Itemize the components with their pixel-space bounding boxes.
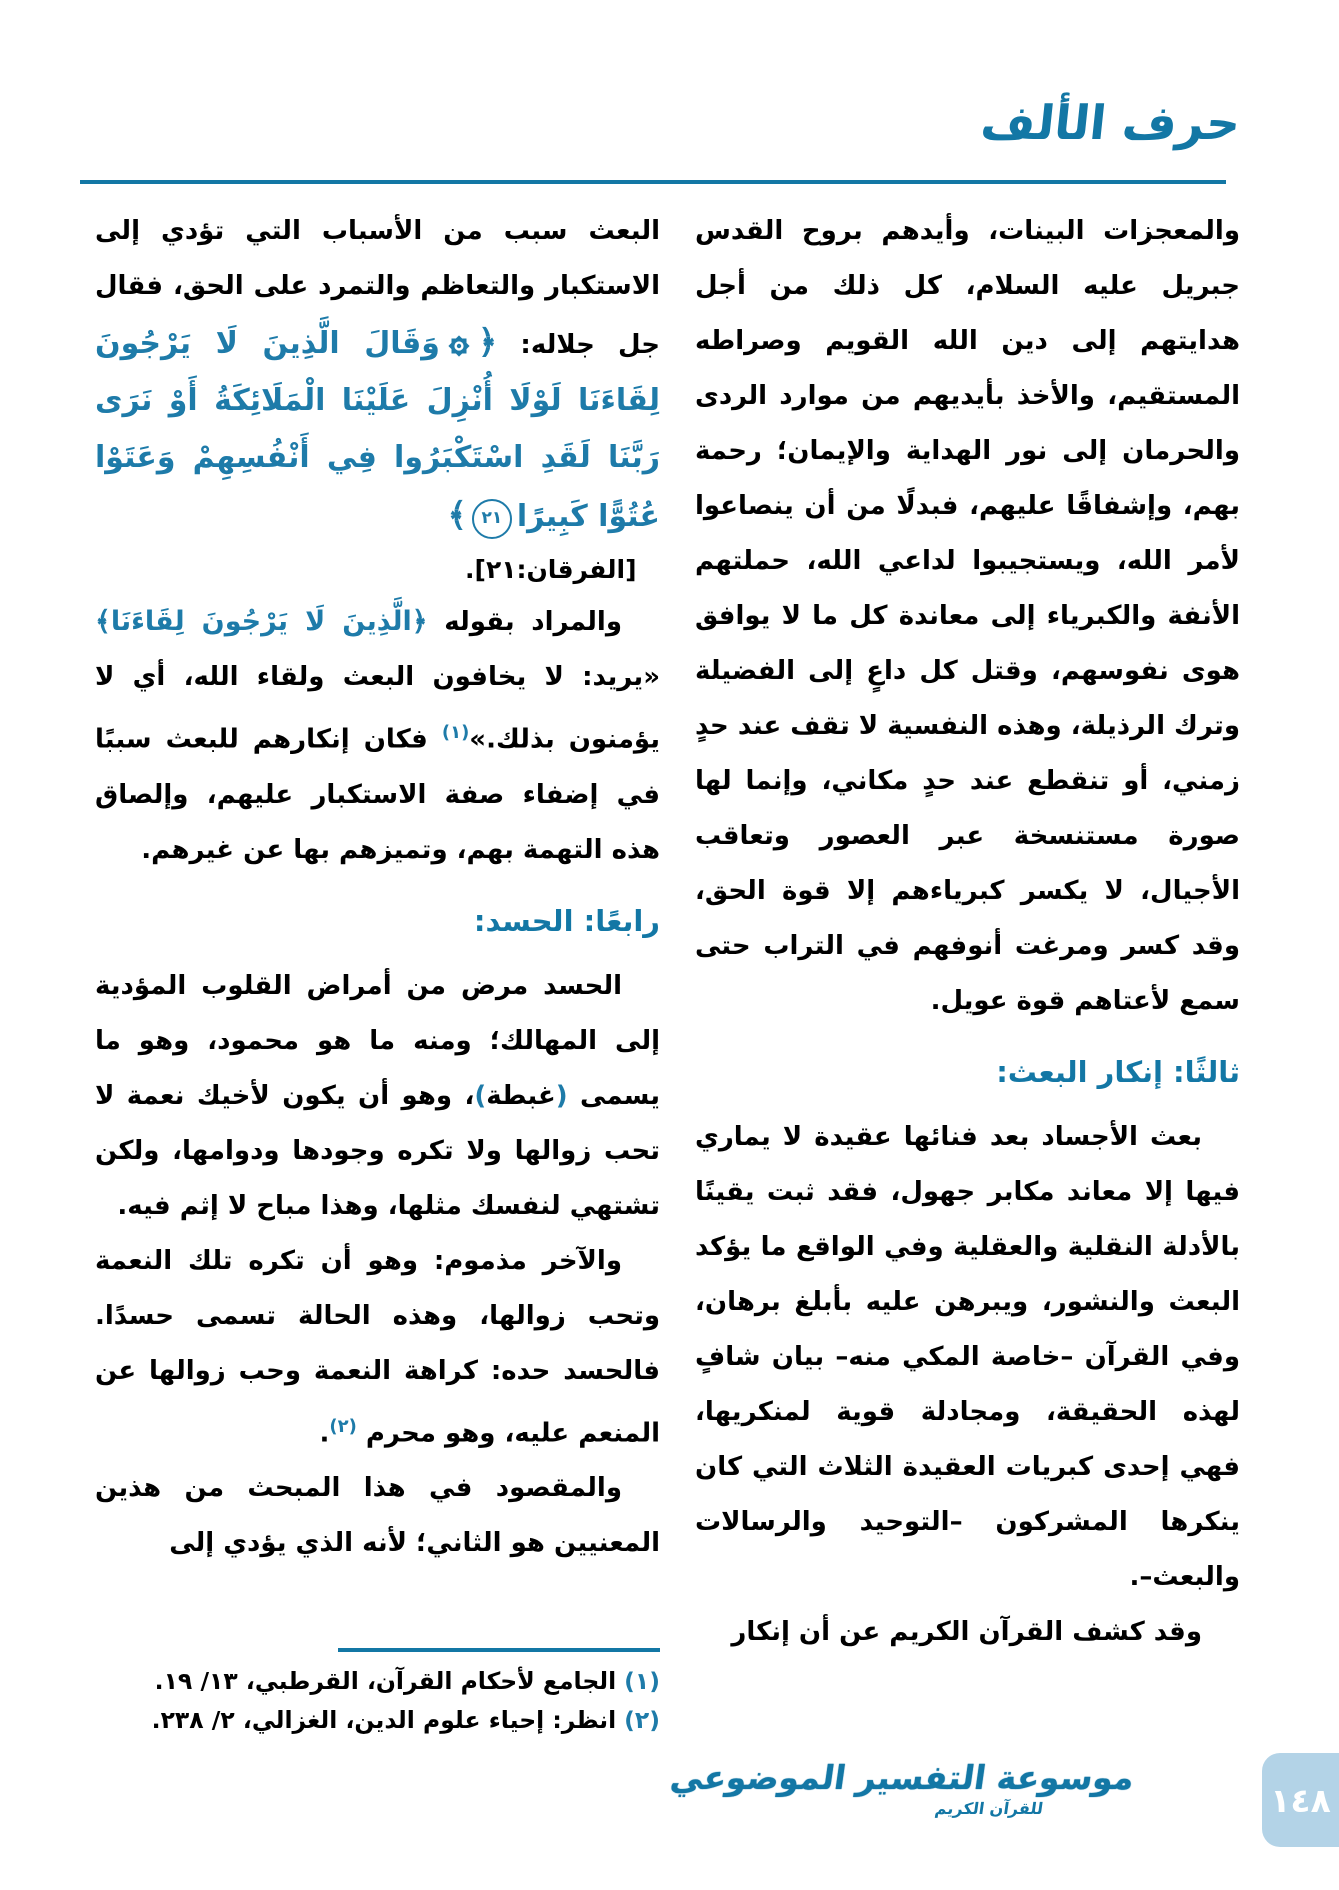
- paragraph: [95, 1234, 660, 1462]
- paragraph-text: فكان إنكارهم للبعث سببًا في إضفاء صفة الاستكبار عليهم، وإلصاق هذه التهمة بهم، وتميزهم بها عن غيرهم.: [95, 724, 660, 865]
- page-number-badge: [1262, 1753, 1339, 1847]
- logo-subtitle-calligraphy: للقرآن الكريم: [933, 1799, 1045, 1818]
- verse-citation: [الفرقان:٢١].: [465, 555, 637, 584]
- column-left: [95, 204, 660, 1571]
- column-right: [695, 204, 1240, 1660]
- footnote-text: انظر: إحياء علوم الدين، الغزالي، ٢/ ٢٣٨.: [151, 1706, 617, 1734]
- footnote-item: [95, 1701, 660, 1740]
- footnote-ref-1: (١): [441, 722, 470, 743]
- page-number: ١٤٨: [1270, 1780, 1331, 1820]
- header-rule: [80, 180, 1226, 184]
- accent-paren-open: (: [555, 1080, 568, 1111]
- paragraph-text: والمعجزات البينات، وأيدهم بروح القدس جبريل عليه السلام، كل ذلك من أجل هدايتهم إلى دين الله القويم وصراطه المستقيم، والأخذ بأيديهم من موارد الردى والحرمان إلى نور الهداية والإيمان؛ رحمة بهم، وإشفاقًا عليهم، فبدلًا من أن ينصاعوا لأمر الله، ويستجيبوا لداعي الله، حملتهم الأنفة والكبرياء إلى معاندة كل ما لا يوافق هوى نفوسهم، وقتل كل داعٍ إلى الفضيلة وترك الرذيلة، وهذه النفسية لا تقف عند حدٍ زمني، أو تنقطع عند حدٍ مكاني، وإنما لها صورة مستنسخة عبر العصور وتعاقب الأجيال، لا يكسر كبرياءهم إلا قوة الحق، وقد كسر ومرغت أنوفهم في التراب حتى سمع لأعتاهم قوة عويل.: [695, 216, 1240, 1016]
- footnote-marker: (٢): [624, 1706, 660, 1734]
- paragraph-text: بعث الأجساد بعد فنائها عقيدة لا يماري فيها إلا معاند مكابر جهول، فقد ثبت يقينًا بالأدلة النقلية والعقلية وفي الواقع ما يؤكد البعث والنشور، ويبرهن عليه بأبلغ برهان، وفي القرآن –خاصة المكي منه– بيان شافٍ لهذه الحقيقة، ومجادلة قوية لمنكريها، فهي إحدى كبريات العقيدة الثلاث التي كان ينكرها المشركون –التوحيد والرسالات والبعث–.: [695, 1122, 1240, 1592]
- paragraph-text: الحسد مرض من أمراض القلوب المؤدية إلى المهالك؛ ومنه ما هو محمود، وهو ما يسمى: [95, 970, 660, 1111]
- quran-open-bracket: ﴿: [477, 322, 498, 361]
- section-heading-fourth: رابعًا: الحسد:: [473, 903, 660, 938]
- footnotes-block: [95, 1648, 660, 1740]
- paragraph-with-quran: [95, 204, 660, 594]
- paragraph-text: والآخر مذموم: وهو أن تكره تلك النعمة وتحب زوالها، وهذه الحالة تسمى حسدًا. فالحسد حده: كراهة النعمة وحب زوالها عن المنعم عليه، وهو محرم: [95, 1245, 660, 1449]
- quran-inline-quote: ﴿الَّذِينَ لَا يَرْجُونَ لِقَاءَنَا﴾: [95, 606, 428, 637]
- paragraph-text: ، وهو أن يكون لأخيك نعمة لا تحب زوالها ولا تكره وجودها ودوامها، ولكن تشتهي لنفسك مثلها، وهذا مباح لا إثم فيه.: [95, 1080, 660, 1221]
- paragraph: [95, 959, 660, 1234]
- chapter-letter-title: حرف الألف: [978, 96, 1243, 151]
- quran-close-bracket: ﴾: [447, 495, 467, 534]
- section-heading-third: ثالثًا: إنكار البعث:: [996, 1055, 1240, 1089]
- paragraph: [95, 594, 660, 878]
- paragraph-text: «يريد: لا يخافون البعث ولقاء الله، أي لا يؤمنون بذلك.»: [95, 662, 660, 755]
- paragraph: [695, 1605, 1240, 1660]
- paragraph-text: البعث سبب من الأسباب التي تؤدي إلى الاستكبار والتعاظم والتمرد على الحق، فقال جل جلاله:: [95, 216, 660, 360]
- footnote-marker: (١): [624, 1667, 660, 1695]
- paragraph: [695, 204, 1240, 1029]
- paragraph-text: غبطة: [486, 1080, 556, 1111]
- paragraph-text: وقد كشف القرآن الكريم عن أن إنكار: [731, 1617, 1202, 1647]
- footnote-ref-2: (٢): [329, 1415, 357, 1437]
- paragraph: [95, 1461, 660, 1571]
- quran-verse-text: وَقَالَ الَّذِينَ لَا يَرْجُونَ لِقَاءَنَا لَوْلَا أُنْزِلَ عَلَيْنَا الْمَلَائِكَةُ أَوْ نَرَى رَبَّنَا لَقَدِ اسْتَكْبَرُوا فِي أَنْفُسِهِمْ وَعَتَوْا عُتُوًّا كَبِيرًا: [95, 326, 660, 534]
- footnote-text: الجامع لأحكام القرآن، القرطبي، ١٣/ ١٩.: [154, 1667, 617, 1695]
- paragraph-text: والمقصود في هذا المبحث من هذين المعنيين هو الثاني؛ لأنه الذي يؤدي إلى: [95, 1473, 660, 1559]
- accent-paren-close: ): [474, 1080, 487, 1111]
- paragraph-text: والمراد بقوله: [427, 607, 622, 637]
- publisher-logo: [668, 1758, 1137, 1820]
- ayah-number-circle-icon: ٢١: [472, 499, 512, 539]
- footnote-separator: [338, 1648, 660, 1652]
- paragraph: [695, 1110, 1240, 1605]
- logo-title-calligraphy: موسوعة التفسير الموضوعي: [668, 1758, 1137, 1797]
- paragraph-text: .: [319, 1418, 330, 1449]
- rub-el-hizb-icon: [444, 331, 474, 361]
- footnote-item: [95, 1662, 660, 1701]
